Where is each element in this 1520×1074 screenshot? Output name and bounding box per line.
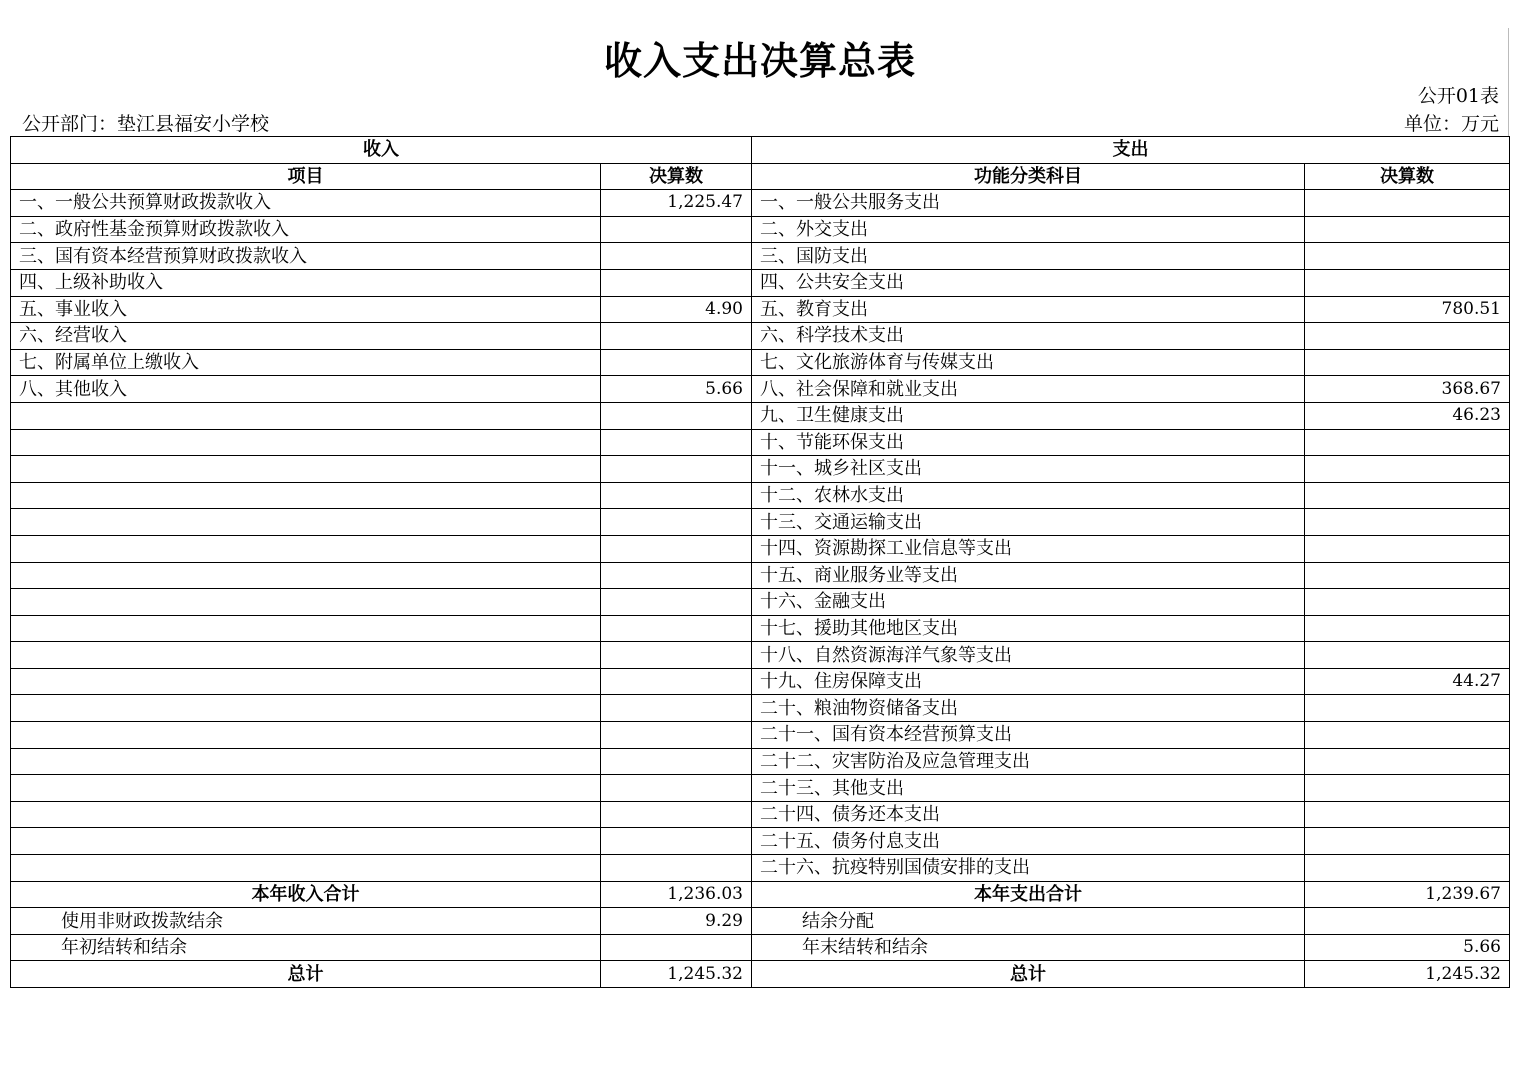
income-amount-cell: [601, 323, 752, 350]
expense-amount-cell: [1305, 855, 1510, 882]
income-item-cell: [11, 402, 601, 429]
expense-amount-cell: [1305, 190, 1510, 217]
income-item-cell: 一、一般公共预算财政拨款收入: [11, 190, 601, 217]
table-row: [11, 722, 1510, 749]
closing-balance-value: 5.66: [1305, 934, 1510, 961]
table-row: [11, 216, 1510, 243]
income-item-cell: [11, 482, 601, 509]
income-amount-cell: [601, 589, 752, 616]
income-item-cell: [11, 748, 601, 775]
income-amount-cell: [601, 456, 752, 483]
expense-item-cell: 三、国防支出: [752, 243, 1305, 270]
expense-amount-cell: [1305, 429, 1510, 456]
table-row: [11, 801, 1510, 828]
income-item-cell: 八、其他收入: [11, 376, 601, 403]
expense-item-cell: 六、科学技术支出: [752, 323, 1305, 350]
expense-amount-cell: [1305, 642, 1510, 669]
table-row: [11, 855, 1510, 882]
expense-item-header: 功能分类科目: [752, 163, 1305, 190]
income-amount-cell: [601, 243, 752, 270]
income-item-cell: [11, 775, 601, 802]
income-item-header: 项目: [11, 163, 601, 190]
income-item-cell: [11, 722, 601, 749]
year-income-label: 本年收入合计: [11, 881, 601, 908]
expense-item-cell: 十七、援助其他地区支出: [752, 615, 1305, 642]
table-row: [11, 349, 1510, 376]
income-item-cell: [11, 562, 601, 589]
expense-amount-cell: [1305, 562, 1510, 589]
income-amount-cell: [601, 482, 752, 509]
opening-balance-label: 年初结转和结余: [11, 934, 601, 961]
income-amount-cell: 5.66: [601, 376, 752, 403]
expense-item-cell: 四、公共安全支出: [752, 269, 1305, 296]
page-title: 收入支出决算总表: [603, 39, 916, 83]
expense-item-cell: 十八、自然资源海洋气象等支出: [752, 642, 1305, 669]
income-amount-cell: [601, 509, 752, 536]
income-item-cell: [11, 855, 601, 882]
income-item-cell: 七、附属单位上缴收入: [11, 349, 601, 376]
table-row: [11, 535, 1510, 562]
expense-item-cell: 二十四、债务还本支出: [752, 801, 1305, 828]
table-row: [11, 190, 1510, 217]
section-header-row: [11, 137, 1510, 164]
income-total-value: 1,245.32: [601, 961, 752, 988]
expense-item-cell: 八、社会保障和就业支出: [752, 376, 1305, 403]
expense-amount-cell: [1305, 535, 1510, 562]
table-row: [11, 748, 1510, 775]
surplus-distribution-label: 结余分配: [752, 908, 1305, 935]
table-row: [11, 668, 1510, 695]
table-row: [11, 589, 1510, 616]
expense-amount-cell: [1305, 589, 1510, 616]
surplus-distribution-value: [1305, 908, 1510, 935]
table-body: [11, 190, 1510, 881]
expense-amount-cell: 44.27: [1305, 668, 1510, 695]
expense-item-cell: 二十六、抗疫特别国债安排的支出: [752, 855, 1305, 882]
income-item-cell: [11, 456, 601, 483]
final-accounts-table: [10, 136, 1510, 988]
income-amount-cell: 4.90: [601, 296, 752, 323]
expense-item-cell: 九、卫生健康支出: [752, 402, 1305, 429]
income-item-cell: 六、经营收入: [11, 323, 601, 350]
income-item-cell: [11, 589, 601, 616]
expense-item-cell: 二十、粮油物资储备支出: [752, 695, 1305, 722]
expense-item-cell: 五、教育支出: [752, 296, 1305, 323]
expense-amount-cell: [1305, 216, 1510, 243]
table-row: [11, 376, 1510, 403]
income-amount-cell: [601, 801, 752, 828]
income-amount-cell: [601, 695, 752, 722]
expense-amount-cell: [1305, 695, 1510, 722]
carryover-row: [11, 934, 1510, 961]
income-item-cell: 三、国有资本经营预算财政拨款收入: [11, 243, 601, 270]
expense-amount-cell: [1305, 323, 1510, 350]
year-income-value: 1,236.03: [601, 881, 752, 908]
income-item-cell: [11, 695, 601, 722]
expense-amount-cell: [1305, 748, 1510, 775]
nonfiscal-balance-value: 9.29: [601, 908, 752, 935]
income-amount-cell: [601, 429, 752, 456]
income-item-cell: [11, 429, 601, 456]
income-item-cell: [11, 668, 601, 695]
income-item-cell: [11, 535, 601, 562]
income-item-cell: [11, 509, 601, 536]
expense-amount-cell: [1305, 349, 1510, 376]
income-item-cell: [11, 642, 601, 669]
expense-item-cell: 二十五、债务付息支出: [752, 828, 1305, 855]
table-row: [11, 402, 1510, 429]
expense-item-cell: 十、节能环保支出: [752, 429, 1305, 456]
income-amount-cell: [601, 349, 752, 376]
income-amount-cell: [601, 562, 752, 589]
income-section-header: 收入: [11, 137, 752, 164]
expense-amount-cell: [1305, 828, 1510, 855]
income-item-cell: 二、政府性基金预算财政拨款收入: [11, 216, 601, 243]
expense-amount-cell: [1305, 615, 1510, 642]
income-total-label: 总计: [11, 961, 601, 988]
table-row: [11, 296, 1510, 323]
expense-total-label: 总计: [752, 961, 1305, 988]
income-amount-cell: [601, 269, 752, 296]
expense-item-cell: 二十二、灾害防治及应急管理支出: [752, 748, 1305, 775]
expense-amount-cell: [1305, 801, 1510, 828]
expense-item-cell: 一、一般公共服务支出: [752, 190, 1305, 217]
nonfiscal-balance-label: 使用非财政拨款结余: [11, 908, 601, 935]
expense-item-cell: 十九、住房保障支出: [752, 668, 1305, 695]
expense-amount-header: 决算数: [1305, 163, 1510, 190]
expense-item-cell: 十六、金融支出: [752, 589, 1305, 616]
department-label: 公开部门：垫江县福安小学校: [22, 113, 270, 135]
year-total-row: [11, 881, 1510, 908]
table-row: [11, 642, 1510, 669]
expense-section-header: 支出: [752, 137, 1510, 164]
table-row: [11, 695, 1510, 722]
expense-item-cell: 十三、交通运输支出: [752, 509, 1305, 536]
year-expense-label: 本年支出合计: [752, 881, 1305, 908]
expense-item-cell: 十五、商业服务业等支出: [752, 562, 1305, 589]
form-number: 公开01表: [1417, 85, 1499, 107]
expense-amount-cell: [1305, 509, 1510, 536]
expense-item-cell: 十二、农林水支出: [752, 482, 1305, 509]
table-row: [11, 429, 1510, 456]
expense-amount-cell: [1305, 722, 1510, 749]
expense-item-cell: 七、文化旅游体育与传媒支出: [752, 349, 1305, 376]
expense-total-value: 1,245.32: [1305, 961, 1510, 988]
income-amount-cell: [601, 615, 752, 642]
table-row: [11, 456, 1510, 483]
income-amount-cell: [601, 668, 752, 695]
expense-amount-cell: [1305, 243, 1510, 270]
income-amount-cell: 1,225.47: [601, 190, 752, 217]
expense-amount-cell: 46.23: [1305, 402, 1510, 429]
expense-item-cell: 十一、城乡社区支出: [752, 456, 1305, 483]
income-amount-cell: [601, 216, 752, 243]
unit-label: 单位：万元: [1403, 113, 1499, 135]
income-amount-cell: [601, 535, 752, 562]
expense-amount-cell: [1305, 456, 1510, 483]
table-row: [11, 562, 1510, 589]
summary-body: [11, 881, 1510, 987]
income-amount-cell: [601, 775, 752, 802]
year-expense-value: 1,239.67: [1305, 881, 1510, 908]
expense-amount-cell: [1305, 482, 1510, 509]
expense-amount-cell: 780.51: [1305, 296, 1510, 323]
income-item-cell: [11, 801, 601, 828]
closing-balance-label: 年末结转和结余: [752, 934, 1305, 961]
income-amount-cell: [601, 402, 752, 429]
income-item-cell: 四、上级补助收入: [11, 269, 601, 296]
expense-item-cell: 二十一、国有资本经营预算支出: [752, 722, 1305, 749]
table-row: [11, 323, 1510, 350]
income-item-cell: [11, 828, 601, 855]
opening-balance-value: [601, 934, 752, 961]
income-amount-cell: [601, 855, 752, 882]
expense-amount-cell: 368.67: [1305, 376, 1510, 403]
expense-item-cell: 二十三、其他支出: [752, 775, 1305, 802]
income-amount-cell: [601, 642, 752, 669]
column-header-row: [11, 163, 1510, 190]
table-row: [11, 775, 1510, 802]
table-row: [11, 509, 1510, 536]
income-amount-header: 决算数: [601, 163, 752, 190]
income-amount-cell: [601, 722, 752, 749]
expense-amount-cell: [1305, 269, 1510, 296]
expense-item-cell: 二、外交支出: [752, 216, 1305, 243]
income-item-cell: [11, 615, 601, 642]
table-row: [11, 615, 1510, 642]
balance-row: [11, 908, 1510, 935]
table-row: [11, 828, 1510, 855]
grand-total-row: [11, 961, 1510, 988]
income-amount-cell: [601, 828, 752, 855]
income-amount-cell: [601, 748, 752, 775]
table-row: [11, 269, 1510, 296]
expense-amount-cell: [1305, 775, 1510, 802]
table-row: [11, 482, 1510, 509]
table-row: [11, 243, 1510, 270]
income-item-cell: 五、事业收入: [11, 296, 601, 323]
expense-item-cell: 十四、资源勘探工业信息等支出: [752, 535, 1305, 562]
